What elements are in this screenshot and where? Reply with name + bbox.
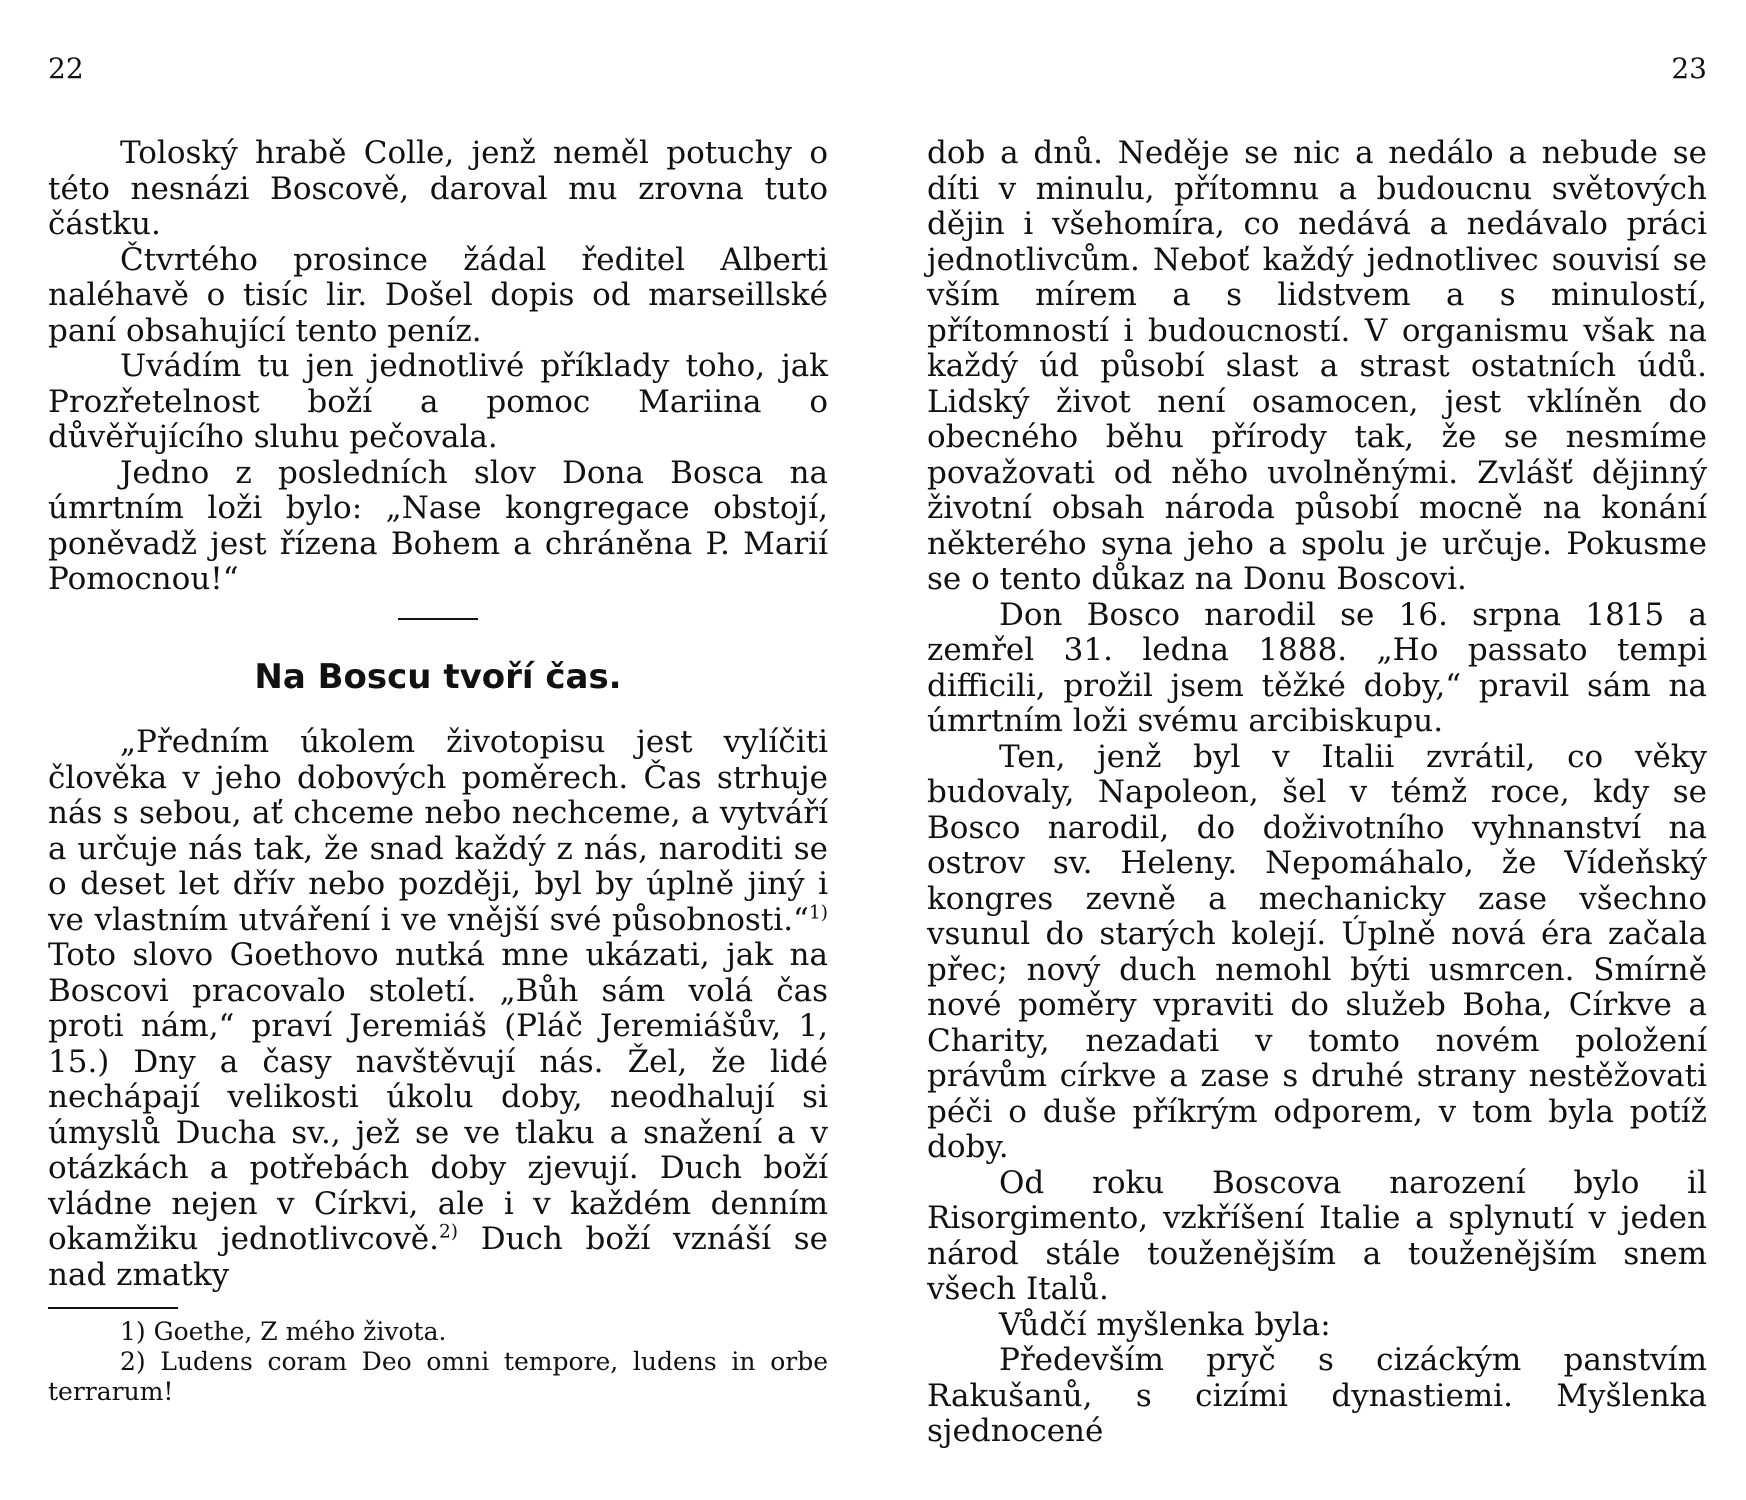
paragraph: Především pryč s cizáckým panstvím Rakušanů, s cizími dynastiemi. Myšlenka sjednocené bbox=[927, 1342, 1707, 1449]
paragraph: Don Bosco narodil se 16. srpna 1815 a zemřel 31. ledna 1888. „Ho passato tempi difficili, prožil jsem těžké doby,“ pravil sám na úmrtním loži svému arcibiskupu. bbox=[927, 596, 1707, 739]
page-body bbox=[927, 136, 1707, 1450]
footnote-ref: 2) bbox=[438, 1221, 459, 1243]
paragraph: Jedno z posledních slov Dona Bosca na úmrtním loži bylo: „Nase kongregace obstojí, poněvadž jest řízena Bohem a chráněna P. Marií Pomocnou!“ bbox=[48, 454, 828, 597]
footnote: 2) Ludens coram Deo omni tempore, ludens in orbe terrarum! bbox=[48, 1347, 828, 1406]
paragraph-text: Duch boží vznáší se nad zmatky bbox=[48, 1221, 828, 1293]
paragraph: Toloský hrabě Colle, jenž neměl potuchy o této nesnázi Boscově, daroval mu zrovna tuto částku. bbox=[48, 135, 828, 242]
right-page bbox=[927, 0, 1707, 1500]
page-body bbox=[48, 136, 828, 1407]
page-number: 22 bbox=[48, 52, 84, 85]
footnote-divider bbox=[48, 1307, 178, 1309]
paragraph: Uvádím tu jen jednotlivé příklady toho, jak Prozřetelnost boží a pomoc Mariina o důvěřujícího sluhu pečovala. bbox=[48, 348, 828, 455]
footnote: 1) Goethe, Z mého života. bbox=[120, 1317, 447, 1346]
paragraph: Čtvrtého prosince žádal ředitel Alberti naléhavě o tisíc lir. Došel dopis od marseillské paní obsahující tento peníz. bbox=[48, 241, 828, 349]
paragraph: Vůdčí myšlenka byla: bbox=[999, 1306, 1331, 1343]
section-divider bbox=[398, 618, 478, 620]
paragraph: dob a dnů. Neděje se nic a nedálo a nebude se díti v minulu, přítomnu a budoucnu světových dějin i všehomíra, co nedává a nedávalo práci jednotlivcům. Neboť každý jednotlivec souvisí se vším mírem a s lidstvem a s minulostí, přítomností i budoucností. V organismu však na každý úd působí slast a strast ostatních údů. Lidský život není osamocen, jest vklíněn do obecného běhu přírody tak, že se nesmíme považovati od něho uvolněnými. Zvlášť dějinný životní obsah národa působí mocně na konání některého syna jeho a spolu je určuje. Pokusme se o tento důkaz na Donu Boscovi. bbox=[927, 135, 1707, 597]
paragraph-text: „Předním úkolem životopisu jest vylíčiti člověka v jeho dobových poměrech. Čas strhuje nás s sebou, ať chceme nebo nechceme, a vytváří a určuje nás tak, že snad každý z nás, naroditi se o deset let dřív nebo později, byl by úplně jiný i ve vlastním utváření i ve vnější své působnosti.“ bbox=[48, 724, 828, 938]
section-heading: Na Boscu tvoří čas. bbox=[254, 656, 622, 697]
paragraph: Od roku Boscova narození bylo il Risorgimento, vzkříšení Italie a splynutí v jeden národ stále touženějším a touženějším snem všech Italů. bbox=[927, 1164, 1707, 1307]
left-page bbox=[48, 0, 828, 1500]
paragraph: Ten, jenž byl v Italii zvrátil, co věky budovaly, Napoleon, šel v témž roce, kdy se Bosco narodil, do doživotního vyhnanství na ostrov sv. Heleny. Nepomáhalo, že Vídeňský kongres zevně a mechanicky zase všechno vsunul do starých kolejí. Úplně nová éra začala přec; nový duch nemohl býti usmrcen. Smírně nové poměry vpraviti do služeb Boha, Církve a Charity, nezadati v tomto novém položení právům církve a zase s druhé strany nestěžovati péči o duše příkrým odporem, v tom byla potíž doby. bbox=[927, 738, 1707, 1165]
paragraph-text: Toto slovo Goethovo nutká mne ukázati, jak na Boscovi pracovalo století. „Bůh sám volá čas proti nám,“ praví Jeremiáš (Pláč Jeremiášův, 1, 15.) Dny a časy navštěvují nás. Žel, že lidé nechápají velikosti úkolu doby, neodhalují si úmyslů Ducha sv., jež se ve tlaku a snažení a v otázkách a potřebách doby zjevují. Duch boží vládne nejen v Církvi, ale i v každém denním okamžiku jednotlivcově. bbox=[48, 937, 828, 1257]
page-number: 23 bbox=[1671, 52, 1707, 85]
paragraph bbox=[48, 725, 828, 1293]
footnote-ref: 1) bbox=[808, 902, 828, 924]
